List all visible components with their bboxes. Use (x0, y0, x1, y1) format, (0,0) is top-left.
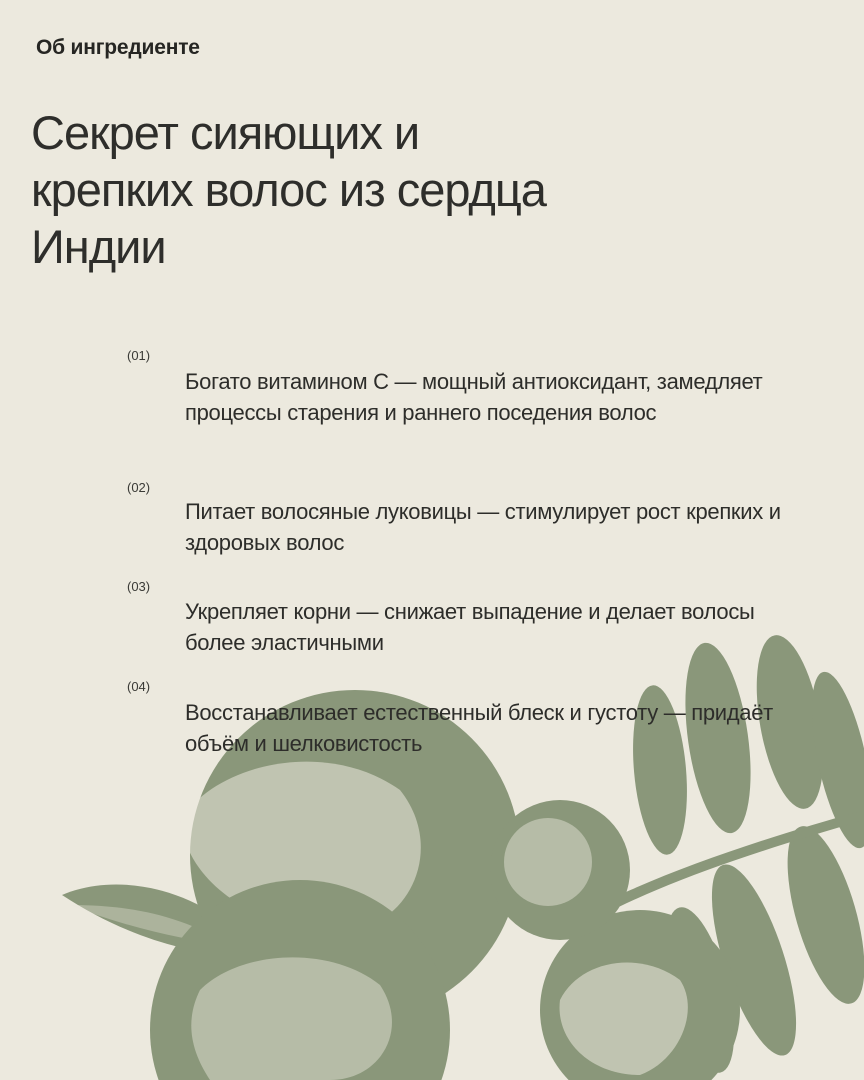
benefit-number: (03) (127, 579, 151, 594)
benefit-text: Питает волосяные луковицы — стимулирует рост крепких и здоровых волос (185, 499, 781, 555)
benefit-number: (02) (127, 480, 151, 495)
benefit-number: (01) (127, 348, 151, 363)
benefit-text: Богато витамином С — мощный антиоксидант, замедляет процессы старения и раннего поседения волос (185, 369, 763, 425)
benefit-text: Восстанавливает естественный блеск и густоту — придаёт объём и шелковистость (185, 700, 773, 756)
benefit-text: Укрепляет корни — снижает выпадение и делает волосы более эластичными (185, 599, 755, 655)
benefit-number: (04) (127, 679, 151, 694)
section-label: Об ингредиенте (36, 36, 200, 59)
headline: Секрет сияющих и крепких волос из сердца Индии (31, 106, 546, 273)
